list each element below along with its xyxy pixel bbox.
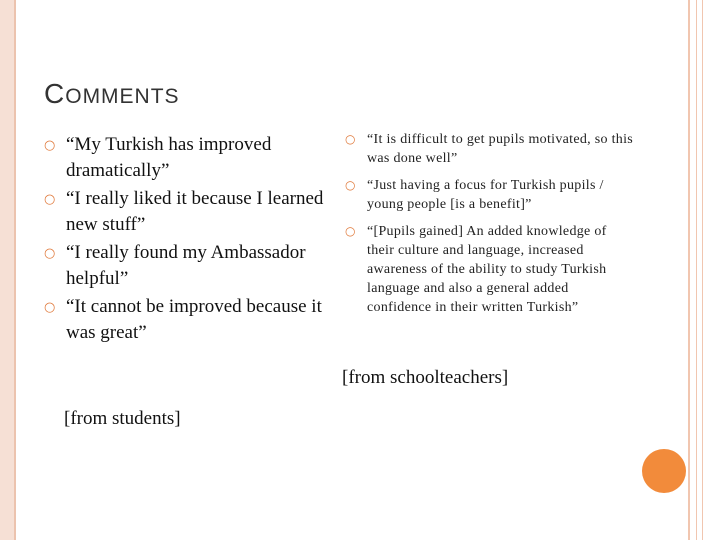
list-item: [44, 132, 334, 184]
decorative-orange-circle: [642, 449, 686, 493]
circle-bullet-icon: ○: [44, 246, 56, 261]
circle-bullet-icon: ○: [44, 192, 56, 207]
list-item: [44, 186, 334, 238]
student-comment-text: “My Turkish has improved dramatically”: [66, 134, 272, 181]
list-item: [345, 130, 635, 168]
left-frame-band: [0, 0, 14, 540]
circle-bullet-icon: ○: [345, 178, 356, 192]
right-frame-lines: [684, 0, 720, 540]
circle-bullet-icon: ○: [44, 138, 56, 153]
student-comment-text: “It cannot be improved because it was great”: [66, 296, 322, 343]
list-item: [44, 240, 334, 292]
circle-bullet-icon: ○: [44, 300, 56, 315]
teacher-comment-text: “It is difficult to get pupils motivated, so this was done well”: [367, 132, 634, 166]
left-frame-line: [14, 0, 16, 540]
circle-bullet-icon: ○: [345, 224, 356, 238]
teacher-comments-list: [345, 130, 635, 325]
slide-title: [44, 78, 180, 110]
slide-title-initial: C: [44, 78, 66, 109]
teacher-comment-text: “[Pupils gained] An added knowledge of their culture and language, increased awareness of the ability to study Turkish language and also a general added confidence in their written Turkish”: [367, 224, 607, 315]
list-item: [345, 222, 635, 317]
student-comment-text: “I really found my Ambassador helpful”: [66, 242, 306, 289]
student-comments-list: [44, 132, 334, 348]
list-item: [345, 176, 635, 214]
slide-title-rest: OMMENTS: [65, 85, 180, 108]
student-attribution: [from students]: [64, 408, 181, 429]
teacher-attribution: [from schoolteachers]: [342, 367, 509, 388]
circle-bullet-icon: ○: [345, 132, 356, 146]
teacher-comment-text: “Just having a focus for Turkish pupils / young people [is a benefit]”: [367, 178, 604, 212]
list-item: [44, 294, 334, 346]
student-comment-text: “I really liked it because I learned new stuff”: [66, 188, 324, 235]
